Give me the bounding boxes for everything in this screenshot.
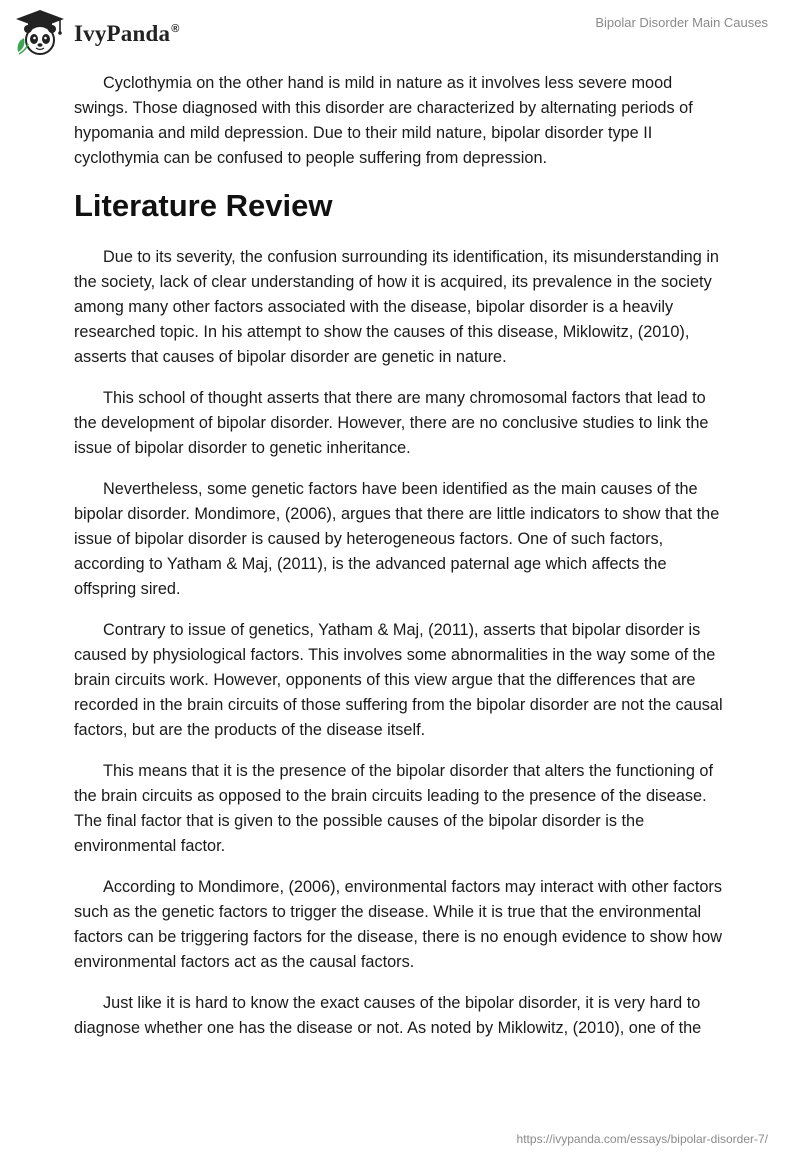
body-paragraph: According to Mondimore, (2006), environmental factors may interact with other factors such as the genetic factors to trigger the disease. While it is true that the environmental factors can be triggering factors for the disease, there is no enough evidence to show how environmental factors act as the causal factors. (74, 878, 723, 971)
document-body (74, 71, 729, 1057)
body-paragraph: Nevertheless, some genetic factors have been identified as the main causes of the bipolar disorder. Mondimore, (2006), argues that there are little indicators to show that the issue of bipolar disorder is caused by heterogeneous factors. One of such factors, according to Yatham & Maj, (2011), is the advanced paternal age which affects the offspring sired. (74, 480, 720, 598)
body-paragraph: Contrary to issue of genetics, Yatham & Maj, (2011), asserts that bipolar disorder is caused by physiological factors. This involves some abnormalities in the way some of the brain circuits work. However, opponents of this view argue that the differences that are recorded in the brain circuits of those suffering from the bipolar disorder are not the causal factors, but are the products of the disease itself. (74, 621, 723, 739)
registered-mark: ® (171, 23, 180, 36)
brand-logo[interactable] (14, 8, 180, 58)
running-title: Bipolar Disorder Main Causes (595, 15, 768, 30)
brand-name: IvyPanda® (74, 21, 180, 46)
intro-paragraph: Cyclothymia on the other hand is mild in nature as it involves less severe mood swings. Those diagnosed with this disorder are characterized by alternating periods of hypomania and mild depression. Due to their mild nature, bipolar disorder type II cyclothymia can be confused to people suffering from depression. (74, 74, 693, 167)
body-paragraph: Due to its severity, the confusion surrounding its identification, its misunderstanding in the society, lack of clear understanding of how it is acquired, its prevalence in the society among many other factors associated with the disease, bipolar disorder is a heavily researched topic. In his attempt to show the causes of this disease, Miklowitz, (2010), asserts that causes of bipolar disorder are genetic in nature. (74, 248, 719, 366)
source-url-link[interactable]: https://ivypanda.com/essays/bipolar-disorder-7/ (516, 1132, 768, 1146)
section-heading: Literature Review (74, 188, 333, 223)
page-header (0, 0, 800, 66)
body-paragraph: Just like it is hard to know the exact causes of the bipolar disorder, it is very hard to diagnose whether one has the disease or not. As noted by Miklowitz, (2010), one of the (74, 994, 702, 1037)
body-paragraph: This school of thought asserts that there are many chromosomal factors that lead to the development of bipolar disorder. However, there are no conclusive studies to link the issue of bipolar disorder to genetic inheritance. (74, 389, 709, 457)
body-paragraph: This means that it is the presence of the bipolar disorder that alters the functioning of the brain circuits as opposed to the brain circuits leading to the presence of the disease. The final factor that is given to the possible causes of the bipolar disorder is the environmental factor. (74, 762, 713, 855)
panda-graduate-icon (14, 8, 66, 58)
